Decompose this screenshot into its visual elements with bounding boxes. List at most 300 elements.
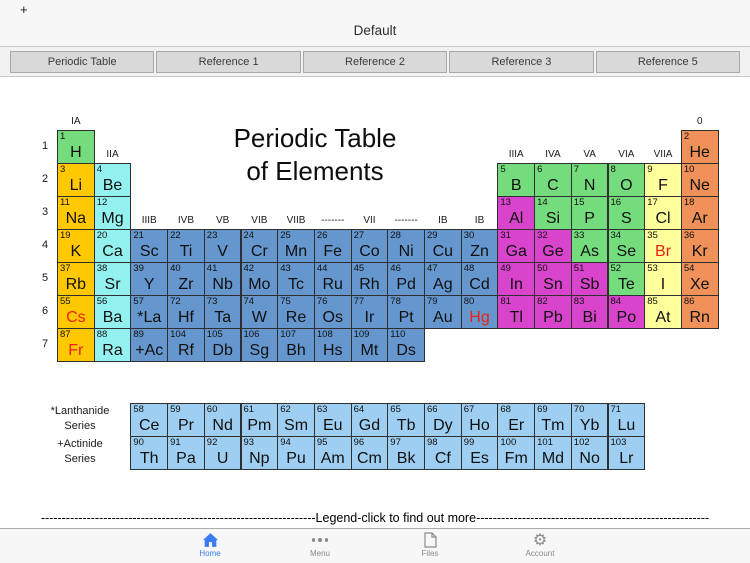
element-cell-Ta[interactable] — [204, 295, 242, 329]
atomic-number: 39 — [133, 263, 144, 274]
element-symbol: O — [620, 177, 633, 194]
element-cell-N[interactable] — [571, 163, 609, 197]
element-symbol: Np — [249, 450, 270, 467]
element-symbol: Ds — [396, 342, 416, 359]
atomic-number: 73 — [206, 296, 218, 307]
element-symbol: Zr — [178, 276, 194, 293]
atomic-number: 17 — [647, 197, 658, 208]
atomic-number: 2 — [683, 131, 690, 142]
element-cell-W[interactable] — [241, 295, 279, 329]
group-label: VB — [215, 215, 230, 226]
atomic-number: 98 — [427, 437, 438, 448]
element-cell-Si[interactable] — [534, 196, 572, 230]
element-cell-Ra[interactable] — [94, 328, 132, 362]
atomic-number: 3 — [60, 164, 66, 175]
element-cell-Rn[interactable] — [681, 295, 719, 329]
element-symbol: Re — [285, 309, 307, 326]
element-cell-Be[interactable] — [94, 163, 132, 197]
atomic-number: 52 — [610, 263, 622, 274]
atomic-number: 33 — [573, 230, 585, 241]
element-symbol: Bh — [286, 342, 306, 359]
element-cell-Lu[interactable] — [608, 403, 646, 437]
element-cell-Ba[interactable] — [94, 295, 132, 329]
element-symbol: Rn — [689, 309, 710, 326]
atomic-number: 69 — [537, 404, 548, 415]
legend-dashes-right: -------------------------------------------------------- — [476, 511, 710, 525]
element-cell-C[interactable] — [534, 163, 572, 197]
element-cell-Pd[interactable] — [387, 262, 425, 296]
atomic-number: 66 — [427, 404, 438, 415]
element-cell-Ar[interactable] — [681, 196, 719, 230]
element-cell-Mo[interactable] — [241, 262, 279, 296]
element-cell-Dy[interactable] — [424, 403, 462, 437]
element-cell-Sb[interactable] — [571, 262, 609, 296]
atomic-number: 31 — [500, 230, 511, 241]
legend-text: Legend-click to find out more — [315, 511, 477, 525]
element-symbol: Ca — [102, 243, 123, 260]
element-cell-V[interactable] — [204, 229, 242, 263]
period-label: 6 — [41, 305, 49, 317]
element-cell-Db[interactable] — [204, 328, 242, 362]
atomic-number: 83 — [573, 296, 585, 307]
element-symbol: Zn — [470, 243, 489, 260]
element-cell-Se[interactable] — [608, 229, 646, 263]
element-cell-Mg[interactable] — [94, 196, 132, 230]
atomic-number: 75 — [280, 296, 291, 307]
element-cell-Er[interactable] — [497, 403, 535, 437]
element-cell-As[interactable] — [571, 229, 609, 263]
element-cell-Au[interactable] — [424, 295, 462, 329]
element-cell-Ne[interactable] — [681, 163, 719, 197]
tab-reference-2[interactable]: Reference 2 — [303, 51, 447, 73]
legend-dashes-left: ------------------------------------------------------------------ — [40, 511, 316, 525]
element-cell-Sg[interactable] — [241, 328, 279, 362]
element-cell-Tb[interactable] — [387, 403, 425, 437]
element-symbol: V — [217, 243, 228, 260]
account-icon: ⚙ — [532, 530, 548, 549]
element-cell-S[interactable] — [608, 196, 646, 230]
group-label: VA — [583, 149, 596, 160]
atomic-number: 24 — [243, 230, 255, 241]
element-cell-Xe[interactable] — [681, 262, 719, 296]
atomic-number: 101 — [537, 437, 553, 448]
atomic-number: 78 — [390, 296, 401, 307]
atomic-number: 70 — [573, 404, 585, 415]
element-cell-Th[interactable] — [130, 436, 168, 470]
element-cell-Ds[interactable] — [387, 328, 425, 362]
atomic-number: 26 — [316, 230, 328, 241]
element-cell-Co[interactable] — [351, 229, 389, 263]
atomic-number: 106 — [243, 329, 260, 340]
atomic-number: 36 — [683, 230, 695, 241]
element-cell-Ho[interactable] — [461, 403, 499, 437]
atomic-number: 55 — [60, 296, 71, 307]
atomic-number: 53 — [647, 263, 658, 274]
period-label: 3 — [41, 206, 49, 218]
lanthanide-label-line2: Series — [64, 420, 96, 432]
atomic-number: 56 — [96, 296, 108, 307]
group-label: IB — [438, 215, 448, 226]
atomic-number: 41 — [206, 263, 218, 274]
element-symbol: In — [509, 276, 523, 293]
atomic-number: 9 — [647, 164, 653, 175]
element-symbol: Hg — [469, 309, 490, 326]
element-symbol: Po — [616, 309, 637, 326]
tabbar-label-files: Files — [421, 549, 439, 558]
element-symbol: W — [251, 309, 267, 326]
legend-link[interactable] — [0, 511, 750, 525]
atomic-number: 45 — [353, 263, 365, 274]
element-cell-Y[interactable] — [130, 262, 168, 296]
element-symbol: Bk — [396, 450, 416, 467]
atomic-number: 86 — [683, 296, 695, 307]
atomic-number: 88 — [96, 329, 108, 340]
element-symbol: Md — [541, 450, 565, 467]
group-label: IA — [71, 116, 81, 127]
window-title: Default — [353, 23, 397, 38]
tabbar-item-account[interactable] — [508, 531, 572, 558]
atomic-number: 27 — [353, 230, 365, 241]
element-cell-Rh[interactable] — [351, 262, 389, 296]
atomic-number: 84 — [610, 296, 622, 307]
element-cell-Tm[interactable] — [534, 403, 572, 437]
element-cell-In[interactable] — [497, 262, 535, 296]
element-symbol: Ce — [139, 417, 160, 434]
element-cell-Rb[interactable] — [57, 262, 95, 296]
group-label: IIIA — [508, 149, 524, 160]
element-cell-La[interactable] — [130, 295, 168, 329]
element-symbol: Hf — [177, 309, 194, 326]
element-symbol: Cu — [432, 243, 454, 260]
element-cell-Na[interactable] — [57, 196, 95, 230]
element-symbol: Cf — [434, 450, 451, 467]
atomic-number: 61 — [243, 404, 255, 415]
element-symbol: Tc — [288, 276, 305, 293]
element-cell-Tl[interactable] — [497, 295, 535, 329]
atomic-number: 76 — [316, 296, 328, 307]
element-cell-Zr[interactable] — [167, 262, 205, 296]
element-cell-Os[interactable] — [314, 295, 352, 329]
tabbar-label-home: Home — [199, 549, 221, 558]
atomic-number: 99 — [463, 437, 475, 448]
tab-reference-3[interactable]: Reference 3 — [449, 51, 593, 73]
element-cell-Am[interactable] — [314, 436, 352, 470]
element-cell-Pb[interactable] — [534, 295, 572, 329]
atomic-number: 93 — [243, 437, 255, 448]
atomic-number: 65 — [390, 404, 401, 415]
element-cell-Te[interactable] — [608, 262, 646, 296]
element-cell-Pu[interactable] — [277, 436, 315, 470]
element-cell-Cl[interactable] — [644, 196, 682, 230]
element-cell-Nd[interactable] — [204, 403, 242, 437]
table-title-line2: of Elements — [246, 156, 384, 186]
element-symbol: I — [660, 276, 666, 293]
element-cell-Ni[interactable] — [387, 229, 425, 263]
element-symbol: Ra — [102, 342, 123, 359]
element-symbol: Am — [320, 450, 345, 467]
atomic-number: 105 — [206, 329, 223, 340]
period-label: 2 — [41, 173, 49, 185]
element-symbol: U — [216, 450, 229, 467]
atomic-number: 57 — [133, 296, 144, 307]
table-title — [150, 122, 480, 188]
element-cell-B[interactable] — [497, 163, 535, 197]
element-symbol: Sr — [104, 276, 121, 293]
element-cell-Ti[interactable] — [167, 229, 205, 263]
element-cell-P[interactable] — [571, 196, 609, 230]
element-cell-Ce[interactable] — [130, 403, 168, 437]
element-cell-Cr[interactable] — [241, 229, 279, 263]
element-symbol: Cr — [250, 243, 268, 260]
atomic-number: 32 — [537, 230, 548, 241]
element-symbol: F — [658, 177, 668, 194]
atomic-number: 108 — [316, 329, 333, 340]
element-symbol: Sn — [543, 276, 563, 293]
element-symbol: Ag — [433, 276, 453, 293]
element-cell-Po[interactable] — [608, 295, 646, 329]
element-cell-Bh[interactable] — [277, 328, 315, 362]
element-symbol: Be — [102, 177, 123, 194]
group-label: VIIA — [653, 149, 673, 160]
bottom-tab-bar — [0, 528, 750, 563]
tab-periodic-table[interactable]: Periodic Table — [10, 51, 154, 73]
element-cell-Zn[interactable] — [461, 229, 499, 263]
atomic-number: 14 — [537, 197, 548, 208]
element-symbol: Sc — [139, 243, 159, 260]
element-cell-Cs[interactable] — [57, 295, 95, 329]
tabbar-item-menu[interactable] — [288, 531, 352, 558]
element-symbol: Hs — [322, 342, 343, 359]
element-cell-Ca[interactable] — [94, 229, 132, 263]
element-cell-Pa[interactable] — [167, 436, 205, 470]
atomic-number: 63 — [316, 404, 328, 415]
element-cell-Lr[interactable] — [608, 436, 646, 470]
atomic-number: 50 — [537, 263, 548, 274]
element-cell-Sc[interactable] — [130, 229, 168, 263]
element-cell-O[interactable] — [608, 163, 646, 197]
element-symbol: Es — [470, 450, 489, 467]
element-cell-Li[interactable] — [57, 163, 95, 197]
element-symbol: H — [70, 144, 82, 161]
element-symbol: Li — [69, 177, 83, 194]
element-symbol: Ga — [505, 243, 527, 260]
atomic-number: 22 — [170, 230, 181, 241]
atomic-number: 85 — [647, 296, 658, 307]
element-cell-Pt[interactable] — [387, 295, 425, 329]
element-cell-Al[interactable] — [497, 196, 535, 230]
element-cell-Gd[interactable] — [351, 403, 389, 437]
actinide-label-line2: Series — [64, 453, 96, 465]
atomic-number: 40 — [170, 263, 181, 274]
element-cell-Ac[interactable] — [130, 328, 168, 362]
element-cell-Mn[interactable] — [277, 229, 315, 263]
atomic-number: 10 — [683, 164, 695, 175]
atomic-number: 95 — [316, 437, 328, 448]
atomic-number: 94 — [280, 437, 291, 448]
atomic-number: 77 — [353, 296, 365, 307]
element-cell-U[interactable] — [204, 436, 242, 470]
element-symbol: Cs — [66, 309, 86, 326]
element-symbol: Sg — [249, 342, 270, 359]
element-cell-Tc[interactable] — [277, 262, 315, 296]
element-cell-Kr[interactable] — [681, 229, 719, 263]
element-cell-H[interactable] — [57, 130, 95, 164]
tabbar-item-files[interactable] — [398, 531, 462, 558]
atomic-number: 102 — [573, 437, 590, 448]
element-cell-Br[interactable] — [644, 229, 682, 263]
element-cell-Np[interactable] — [241, 436, 279, 470]
atomic-number: 34 — [610, 230, 622, 241]
element-cell-Cf[interactable] — [424, 436, 462, 470]
atomic-number: 64 — [353, 404, 365, 415]
element-cell-Hf[interactable] — [167, 295, 205, 329]
atomic-number: 109 — [353, 329, 370, 340]
element-cell-Cu[interactable] — [424, 229, 462, 263]
element-cell-Pr[interactable] — [167, 403, 205, 437]
group-label: IVB — [177, 215, 194, 226]
element-cell-Eu[interactable] — [314, 403, 352, 437]
atomic-number: 89 — [133, 329, 144, 340]
element-symbol: Nd — [212, 417, 233, 434]
element-cell-Sm[interactable] — [277, 403, 315, 437]
atomic-number: 15 — [573, 197, 585, 208]
menu-icon — [288, 531, 352, 549]
tabbar-item-home[interactable] — [178, 531, 242, 558]
group-label: 0 — [696, 116, 703, 127]
element-symbol: At — [655, 309, 671, 326]
element-symbol: Ru — [322, 276, 343, 293]
element-symbol: Rh — [359, 276, 380, 293]
element-cell-Fr[interactable] — [57, 328, 95, 362]
element-cell-He[interactable] — [681, 130, 719, 164]
element-cell-Hg[interactable] — [461, 295, 499, 329]
lanthanide-label-line1: *Lanthanide — [50, 405, 110, 417]
period-label: 7 — [41, 338, 49, 350]
element-cell-Sr[interactable] — [94, 262, 132, 296]
atomic-number: 16 — [610, 197, 622, 208]
element-cell-At[interactable] — [644, 295, 682, 329]
element-symbol: +Ac — [135, 342, 164, 359]
element-symbol: Lu — [617, 417, 636, 434]
add-tab-button[interactable]: + — [20, 2, 28, 17]
element-cell-Nb[interactable] — [204, 262, 242, 296]
atomic-number: 19 — [60, 230, 71, 241]
element-cell-Es[interactable] — [461, 436, 499, 470]
element-symbol: Sm — [284, 417, 309, 434]
atomic-number: 71 — [610, 404, 622, 415]
element-symbol: P — [584, 210, 595, 227]
atomic-number: 7 — [573, 164, 580, 175]
element-symbol: S — [621, 210, 632, 227]
element-symbol: C — [547, 177, 559, 194]
tab-reference-1[interactable]: Reference 1 — [156, 51, 300, 73]
atomic-number: 54 — [683, 263, 695, 274]
element-symbol: Gd — [358, 417, 381, 434]
atomic-number: 87 — [60, 329, 71, 340]
group-label: VII — [363, 215, 376, 226]
atomic-number: 8 — [610, 164, 616, 175]
atomic-number: 110 — [390, 329, 406, 340]
element-symbol: Nb — [212, 276, 233, 293]
atomic-number: 100 — [500, 437, 517, 448]
element-symbol: Cd — [469, 276, 490, 293]
element-symbol: K — [70, 243, 82, 260]
element-cell-Pm[interactable] — [241, 403, 279, 437]
atomic-number: 37 — [60, 263, 71, 274]
atomic-number: 38 — [96, 263, 108, 274]
atomic-number: 58 — [133, 404, 144, 415]
atomic-number: 92 — [206, 437, 218, 448]
element-cell-Md[interactable] — [534, 436, 572, 470]
period-label: 5 — [41, 272, 49, 284]
element-symbol: Te — [617, 276, 635, 293]
element-cell-Bi[interactable] — [571, 295, 609, 329]
element-symbol: Pb — [543, 309, 563, 326]
element-symbol: *La — [137, 309, 162, 326]
element-cell-Ru[interactable] — [314, 262, 352, 296]
element-symbol: Lr — [619, 450, 634, 467]
element-symbol: Tl — [509, 309, 523, 326]
element-cell-Ga[interactable] — [497, 229, 535, 263]
element-cell-Ge[interactable] — [534, 229, 572, 263]
element-symbol: Si — [545, 210, 561, 227]
element-symbol: Os — [322, 309, 343, 326]
atomic-number: 42 — [243, 263, 255, 274]
element-cell-Ag[interactable] — [424, 262, 462, 296]
element-symbol: Xe — [689, 276, 710, 293]
element-cell-Yb[interactable] — [571, 403, 609, 437]
atomic-number: 11 — [60, 197, 70, 208]
group-label: IB — [474, 215, 485, 226]
atomic-number: 82 — [537, 296, 548, 307]
element-cell-Mt[interactable] — [351, 328, 389, 362]
element-symbol: Fe — [323, 243, 343, 260]
element-cell-I[interactable] — [644, 262, 682, 296]
atomic-number: 4 — [96, 164, 102, 175]
element-symbol: Db — [212, 342, 233, 359]
files-icon — [398, 531, 462, 549]
element-cell-Cm[interactable] — [351, 436, 389, 470]
element-cell-Hs[interactable] — [314, 328, 352, 362]
element-cell-Re[interactable] — [277, 295, 315, 329]
atomic-number: 29 — [427, 230, 438, 241]
atomic-number: 59 — [170, 404, 181, 415]
element-symbol: Mn — [284, 243, 308, 260]
element-cell-Bk[interactable] — [387, 436, 425, 470]
atomic-number: 44 — [316, 263, 328, 274]
element-cell-K[interactable] — [57, 229, 95, 263]
tab-reference-5[interactable]: Reference 5 — [596, 51, 740, 73]
element-symbol: Ni — [398, 243, 414, 260]
element-symbol: Pt — [398, 309, 414, 326]
element-cell-F[interactable] — [644, 163, 682, 197]
element-symbol: Kr — [691, 243, 708, 260]
element-cell-Ir[interactable] — [351, 295, 389, 329]
element-cell-Fe[interactable] — [314, 229, 352, 263]
element-cell-Sn[interactable] — [534, 262, 572, 296]
element-cell-Fm[interactable] — [497, 436, 535, 470]
element-symbol: Pr — [177, 417, 194, 434]
element-symbol: Pd — [396, 276, 416, 293]
period-label: 1 — [41, 140, 49, 152]
atomic-number: 48 — [463, 263, 475, 274]
element-symbol: Pu — [286, 450, 306, 467]
element-symbol: Mt — [360, 342, 379, 359]
element-cell-Cd[interactable] — [461, 262, 499, 296]
element-cell-Rf[interactable] — [167, 328, 205, 362]
atomic-number: 80 — [463, 296, 475, 307]
element-cell-No[interactable] — [571, 436, 609, 470]
